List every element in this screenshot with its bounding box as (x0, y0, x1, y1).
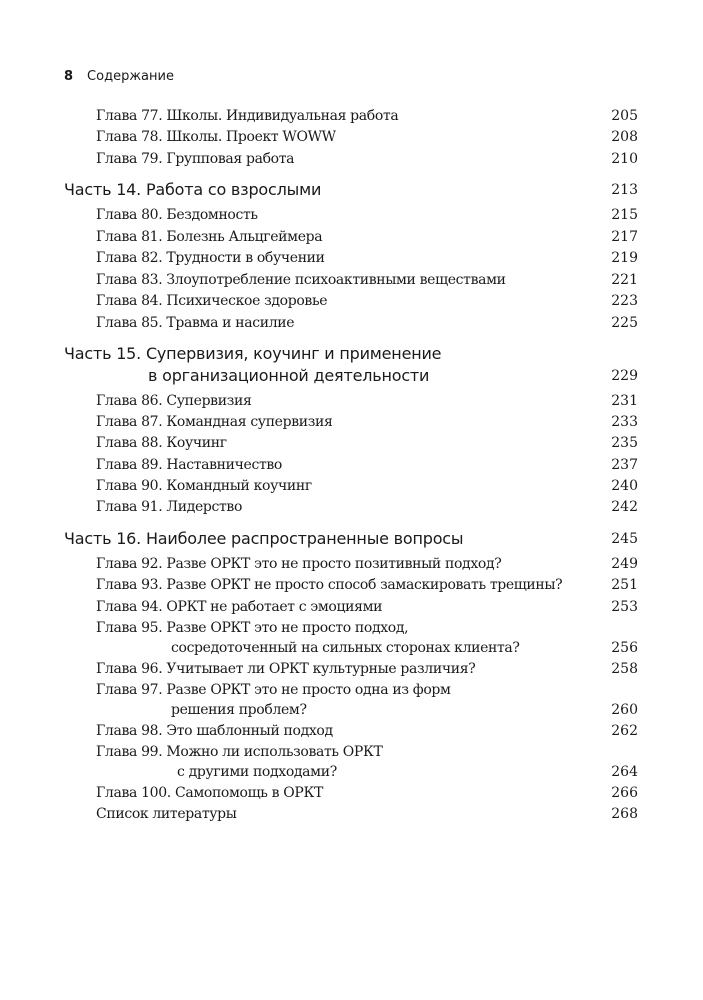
toc-part-title: Часть 14. Работа со взрослыми (64, 180, 322, 199)
toc-entry-page: 223 (611, 293, 638, 309)
toc-entry-title: Глава 78. Школы. Проект WOWW (96, 129, 336, 145)
toc-entry-chapter-90 (0, 476, 703, 496)
toc-entry-title: Глава 81. Болезнь Альцгеймера (96, 229, 323, 245)
toc-entry-page: 251 (611, 577, 638, 593)
toc-entry-page: 268 (611, 806, 638, 822)
toc-entry-chapter-87 (0, 412, 703, 432)
toc-entry-title: Глава 86. Супервизия (96, 393, 252, 409)
toc-entry-chapter-96 (0, 659, 703, 679)
toc-entry-chapter-82 (0, 248, 703, 268)
toc-entry-part-15 (0, 343, 703, 365)
toc-entry-page: 256 (611, 640, 638, 656)
toc-entry-title: Глава 91. Лидерство (96, 499, 243, 515)
toc-entry-page: 266 (611, 785, 638, 801)
toc-entry-title: Глава 96. Учитывает ли ОРКТ культурные различия? (96, 661, 476, 677)
toc-entry-title: решения проблем? (171, 702, 307, 718)
toc-entry-chapter-83 (0, 270, 703, 290)
toc-entry-page: 229 (611, 368, 638, 384)
toc-entry-chapter-95 (0, 618, 703, 638)
toc-part-title: Часть 15. Супервизия, коучинг и применение (64, 344, 442, 363)
toc-entry-title: Глава 99. Можно ли использовать ОРКТ (96, 744, 383, 760)
toc-entry-page: 253 (611, 599, 638, 615)
toc-part-title: Часть 16. Наиболее распространенные вопросы (64, 529, 464, 548)
toc-entry-page: 237 (611, 457, 638, 473)
toc-entry-chapter-78 (0, 127, 703, 147)
toc-entry-page: 245 (611, 531, 638, 547)
toc-entry-title: Глава 89. Наставничество (96, 457, 282, 473)
section-title: Содержание (87, 69, 174, 84)
toc-entry-chapter-100 (0, 783, 703, 803)
toc-entry-title: сосредоточенный на сильных сторонах клиента? (171, 640, 520, 656)
toc-entry-title: Глава 90. Командный коучинг (96, 478, 312, 494)
toc-entry-chapter-99-continued (0, 762, 703, 782)
toc-entry-title: с другими подходами? (177, 764, 337, 780)
toc-entry-title: Глава 98. Это шаблонный подход (96, 723, 333, 739)
toc-entry-title: Глава 84. Психическое здоровье (96, 293, 328, 309)
toc-entry-page: 208 (611, 129, 638, 145)
toc-entry-page: 215 (611, 207, 638, 223)
toc-entry-chapter-92 (0, 554, 703, 574)
toc-entry-page: 258 (611, 661, 638, 677)
toc-entry-part-14 (0, 179, 703, 201)
toc-entry-page: 221 (611, 272, 638, 288)
toc-entry-title: Глава 94. ОРКТ не работает с эмоциями (96, 599, 383, 615)
toc-entry-chapter-80 (0, 205, 703, 225)
toc-entry-chapter-97-continued (0, 700, 703, 720)
toc-entry-page: 225 (611, 315, 638, 331)
toc-entry-title: Глава 85. Травма и насилие (96, 315, 295, 331)
toc-entry-chapter-99 (0, 742, 703, 762)
toc-entry-bibliography (0, 804, 703, 824)
toc-entry-title: Глава 79. Групповая работа (96, 151, 295, 167)
toc-entry-chapter-91 (0, 497, 703, 517)
toc-entry-title: Глава 88. Коучинг (96, 435, 227, 451)
toc-entry-chapter-97 (0, 680, 703, 700)
toc-entry-chapter-81 (0, 227, 703, 247)
toc-entry-chapter-98 (0, 721, 703, 741)
toc-entry-title: Глава 100. Самопомощь в ОРКТ (96, 785, 323, 801)
toc-entry-page: 260 (611, 702, 638, 718)
toc-entry-chapter-93 (0, 575, 703, 595)
toc-entry-page: 249 (611, 556, 638, 572)
toc-entry-page: 242 (611, 499, 638, 515)
toc-entry-title: Глава 95. Разве ОРКТ это не просто подход, (96, 620, 409, 636)
toc-entry-title: Глава 97. Разве ОРКТ это не просто одна из форм (96, 682, 451, 698)
toc-entry-title: Глава 92. Разве ОРКТ это не просто позитивный подход? (96, 556, 502, 572)
toc-entry-part-15-continued (0, 365, 703, 387)
toc-entry-page: 219 (611, 250, 638, 266)
toc-entry-title: Список литературы (96, 806, 237, 822)
toc-entry-title: Глава 80. Бездомность (96, 207, 258, 223)
toc-entry-chapter-88 (0, 433, 703, 453)
toc-entry-chapter-89 (0, 455, 703, 475)
toc-entry-title: Глава 77. Школы. Индивидуальная работа (96, 108, 399, 124)
toc-entry-page: 210 (611, 151, 638, 167)
toc-entry-chapter-84 (0, 291, 703, 311)
toc-part-title: в организационной деятельности (148, 366, 430, 385)
toc-entry-page: 240 (611, 478, 638, 494)
toc-entry-title: Глава 93. Разве ОРКТ не просто способ замаскировать трещины? (96, 577, 563, 593)
toc-entry-page: 205 (611, 108, 638, 124)
toc-entry-chapter-85 (0, 313, 703, 333)
toc-entry-chapter-94 (0, 597, 703, 617)
toc-entry-page: 231 (611, 393, 638, 409)
toc-entry-chapter-79 (0, 149, 703, 169)
toc-entry-page: 213 (611, 182, 638, 198)
toc-entry-title: Глава 82. Трудности в обучении (96, 250, 325, 266)
toc-entry-page: 233 (611, 414, 638, 430)
toc-entry-page: 262 (611, 723, 638, 739)
toc-entry-page: 235 (611, 435, 638, 451)
toc-entry-part-16 (0, 528, 703, 550)
page-number: 8 (64, 69, 74, 84)
toc-entry-title: Глава 87. Командная супервизия (96, 414, 333, 430)
toc-entry-chapter-77 (0, 106, 703, 126)
toc-entry-chapter-95-continued (0, 638, 703, 658)
toc-entry-chapter-86 (0, 391, 703, 411)
toc-entry-page: 217 (611, 229, 638, 245)
toc-entry-page: 264 (611, 764, 638, 780)
toc-entry-title: Глава 83. Злоупотребление психоактивными веществами (96, 272, 506, 288)
